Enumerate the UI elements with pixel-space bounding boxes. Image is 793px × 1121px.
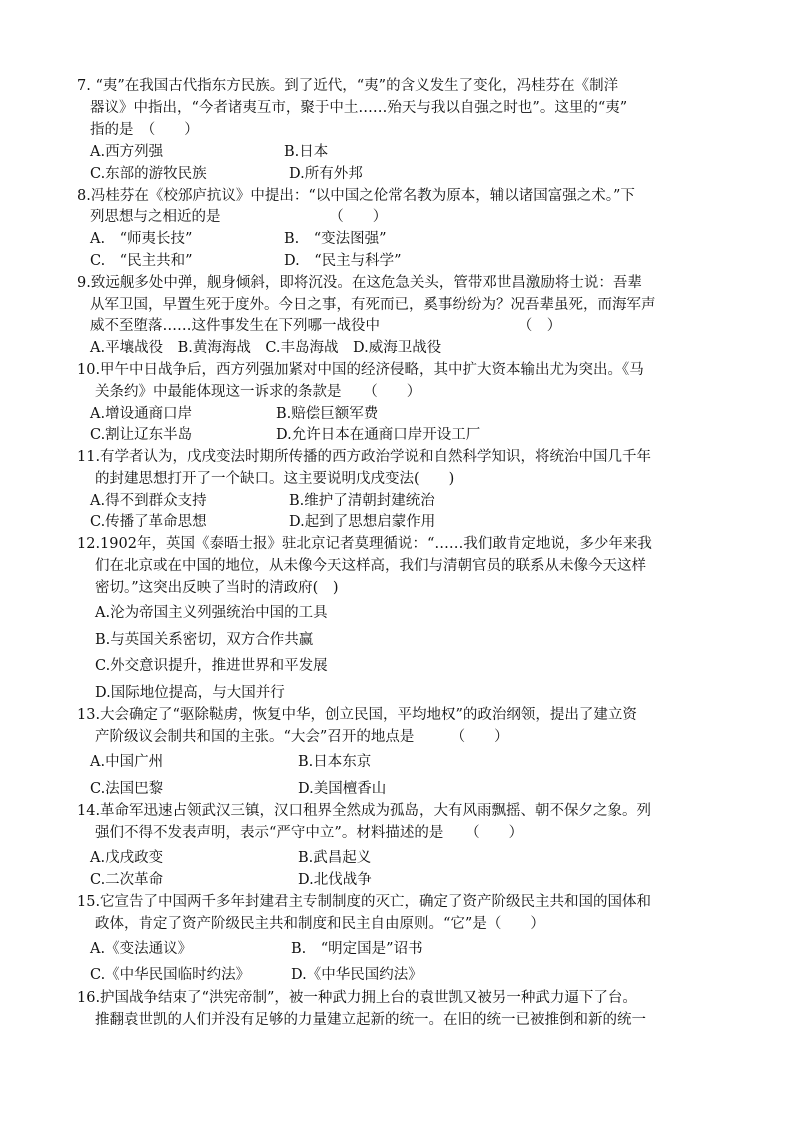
q14-stem-line-1: 14.革命军迅速占领武汉三镇，汉口租界全然成为孤岛，大有风雨飘摇、朝不保夕之象。列 — [77, 803, 652, 819]
q11-stem-line-1: 11.有学者认为，戊戌变法时期所传播的西方政治学说和自然科学知识，将统治中国几千年 — [77, 449, 652, 465]
q12-stem-line-2: 们在北京或在中国的地位，从未像今天这样高，我们与清朝官员的联系从未像今天这样 — [95, 558, 646, 574]
q15-option-b[interactable]: B. “明定国是”诏书 — [291, 941, 423, 957]
q11-option-d[interactable]: D.起到了思想启蒙作用 — [289, 514, 436, 530]
q9-stem-line-2: 从军卫国，早置生死于度外。今日之事，有死而已，奚事纷纷为？况吾辈虽死，而海军声 — [90, 297, 656, 313]
q8-option-b[interactable]: B. “变法图强” — [284, 231, 387, 247]
q15-option-a[interactable]: A.《变法通议》 — [90, 941, 193, 957]
q10-option-d[interactable]: D.允许日本在通商口岸开设工厂 — [276, 427, 481, 443]
q7-stem-line-1: 7. “夷”在我国古代指东方民族。到了近代，“夷”的含义发生了变化，冯桂芬在《制洋 — [77, 78, 619, 94]
q14-option-c[interactable]: C.二次革命 — [90, 872, 164, 888]
q10-stem-line-2: 关条约》中最能体现这一诉求的条款是 （ ） — [95, 384, 422, 400]
q13-option-d[interactable]: D.美国檀香山 — [298, 781, 387, 797]
q13-option-a[interactable]: A.中国广州 — [90, 754, 164, 770]
q7-stem-line-2: 器议》中指出，“今者诸夷互市，聚于中土……殆天与我以自强之时也”。这里的“夷” — [90, 100, 628, 116]
q12-option-c[interactable]: C.外交意识提升，推进世界和平发展 — [95, 658, 328, 674]
q12-option-d[interactable]: D.国际地位提高，与大国并行 — [95, 685, 285, 701]
q8-stem-line-2: 列思想与之相近的是 （ ） — [90, 209, 388, 225]
q14-option-a[interactable]: A.戊戌政变 — [90, 850, 164, 866]
q7-option-b[interactable]: B.日本 — [284, 144, 329, 160]
q12-stem-line-3: 密切。”这突出反映了当时的清政府( ) — [95, 580, 339, 596]
q13-stem-line-2: 产阶级议会制共和国的主张。“大会”召开的地点是 （ ） — [95, 729, 509, 745]
q10-option-c[interactable]: C.割让辽东半岛 — [90, 427, 193, 443]
q10-option-a[interactable]: A.增设通商口岸 — [90, 406, 193, 422]
q11-option-b[interactable]: B.维护了清朝封建统治 — [289, 493, 435, 509]
q12-stem-line-1: 12.1902年，英国《泰晤士报》驻北京记者莫理循说：“……我们敢肯定地说，多少年来我 — [77, 536, 652, 552]
q12-option-a[interactable]: A.沦为帝国主义列强统治中国的工具 — [95, 605, 328, 621]
q13-stem-line-1: 13.大会确定了“驱除鞑虏，恢复中华，创立民国，平均地权”的政治纲领，提出了建立资 — [77, 707, 637, 723]
q15-stem-line-2: 政体，肯定了资产阶级民主共和制度和民主自由原则。“它”是（ ） — [95, 916, 545, 932]
q7-stem-line-3: 指的是 （ ） — [90, 122, 199, 138]
q15-option-c[interactable]: C.《中华民国临时约法》 — [90, 967, 251, 983]
q13-option-b[interactable]: B.日本东京 — [298, 754, 372, 770]
q11-option-a[interactable]: A.得不到群众支持 — [90, 493, 207, 509]
q11-option-c[interactable]: C.传播了革命思想 — [90, 514, 207, 530]
q7-option-c[interactable]: C.东部的游牧民族 — [90, 166, 207, 182]
q8-option-c[interactable]: C. “民主共和” — [90, 253, 193, 269]
q14-option-b[interactable]: B.武昌起义 — [298, 850, 372, 866]
q7-option-a[interactable]: A.西方列强 — [90, 144, 164, 160]
q10-stem-line-1: 10.甲午中日战争后，西方列强加紧对中国的经济侵略，其中扩大资本输出尤为突出。《马 — [77, 362, 644, 378]
q10-option-b[interactable]: B.赔偿巨额军费 — [276, 406, 379, 422]
q15-option-d[interactable]: D.《中华民国约法》 — [291, 967, 423, 983]
q11-stem-line-2: 的封建思想打开了一个缺口。这主要说明戊戌变法( ) — [95, 471, 455, 487]
q8-option-d[interactable]: D. “民主与科学” — [284, 253, 402, 269]
q14-option-d[interactable]: D.北伐战争 — [298, 872, 372, 888]
q14-stem-line-2: 强们不得不发表声明，表示“严守中立”。材料描述的是 （ ） — [95, 825, 524, 841]
q9-stem-line-3: 威不至堕落……这件事发生在下列哪一战役中 （ ） — [90, 318, 562, 334]
q15-stem-line-1: 15.它宣告了中国两千多年封建君主专制制度的灭亡，确定了资产阶级民主共和国的国体和 — [77, 894, 652, 910]
q12-option-b[interactable]: B.与英国关系密切，双方合作共赢 — [95, 632, 314, 648]
q7-option-d[interactable]: D.所有外邦 — [289, 166, 363, 182]
q16-stem-line-2: 推翻袁世凯的人们并没有足够的力量建立起新的统一。在旧的统一已被推倒和新的统一 — [95, 1012, 646, 1028]
q8-stem-line-1: 8.冯桂芬在《校邠庐抗议》中提出：“以中国之伦常名教为原本，辅以诸国富强之术。”下 — [77, 188, 635, 204]
q8-option-a[interactable]: A. “师夷长技” — [90, 231, 193, 247]
q9-stem-line-1: 9.致远舰多处中弹，舰身倾斜，即将沉没。在这危急关头，管带邓世昌激励将士说：吾辈 — [77, 275, 642, 291]
q13-option-c[interactable]: C.法国巴黎 — [90, 781, 164, 797]
q9-options[interactable]: A.平壤战役 B.黄海海战 C.丰岛海战 D.威海卫战役 — [90, 340, 442, 356]
q16-stem-line-1: 16.护国战争结束了“洪宪帝制”，被一种武力拥上台的袁世凯又被另一种武力逼下了台。 — [77, 990, 637, 1006]
